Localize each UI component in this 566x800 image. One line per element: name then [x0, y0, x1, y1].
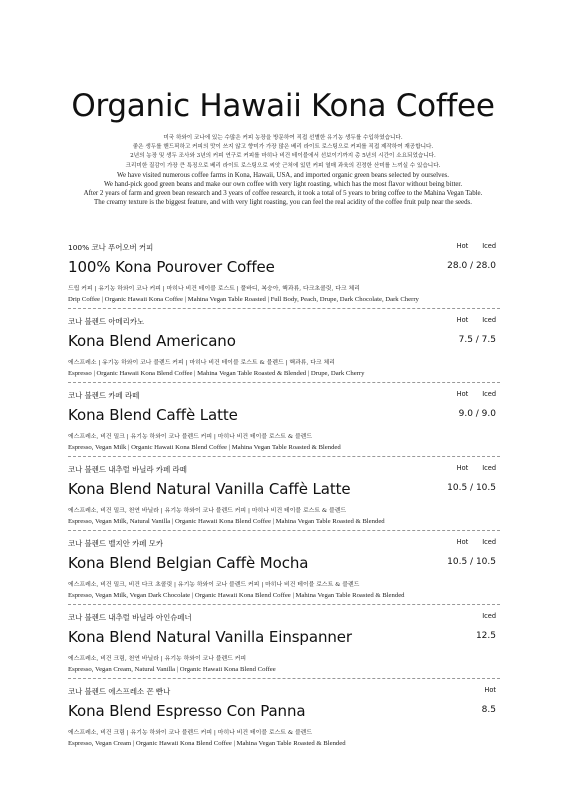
- hot-label: Hot: [456, 242, 469, 250]
- intro-text: [40, 134, 526, 208]
- item-description-en: Drip Coffee | Organic Hawaii Kona Coffee | Mahina Vegan Table Roasted | Full Body, Peach, Drupe, Dark Chocolate, Dark Cherry: [68, 296, 419, 303]
- item-price: 12.5: [475, 631, 496, 641]
- item-description-ko: 드립 커피 | 유기농 하와이 코나 커피 | 마히나 비건 테이블 로스트 | 풀바디, 복숭아, 핵과류, 다크초콜릿, 다크 체리: [68, 286, 360, 292]
- iced-label: Iced: [482, 612, 496, 620]
- iced-label: Iced: [482, 316, 496, 324]
- item-price: 10.5 / 10.5: [447, 483, 496, 493]
- item-name-en: Kona Blend Caffè Latte: [68, 406, 238, 424]
- divider: [68, 604, 500, 605]
- item-description-ko: 에스프레소 | 유기농 하와이 코나 블렌드 커피 | 마히나 비건 테이블 로스트 & 블렌드 | 핵과류, 다크 체리: [68, 360, 335, 366]
- hot-label: Hot: [456, 316, 469, 324]
- item-price: 8.5: [481, 705, 496, 715]
- intro-ko-line: 2년의 농장 및 생두 조사와 3년의 커피 연구로 커피를 마히나 비건 테이블에서 선보이기까지 총 5년의 시간이 소요되었습니다.: [130, 153, 436, 160]
- intro-ko-line: 좋은 생두를 핸드픽하고 커피의 맛이 쓰지 않고 향미가 가장 많은 베리 라이트 로스팅으로 커피를 직접 제작하여 재공합니다.: [132, 144, 434, 151]
- item-name-ko: 코나 블렌드 카페 라떼: [68, 391, 140, 400]
- intro-ko-line: 크리미한 질감이 가장 큰 특징으로 베리 라이트 로스팅으로 씨앗 근처에 있던 커피 열매 과육의 진정한 산미를 느끼실 수 있습니다.: [125, 162, 441, 169]
- iced-label: Iced: [482, 390, 496, 398]
- item-name-en: 100% Kona Pourover Coffee: [68, 258, 275, 276]
- item-name-ko: 코나 블렌드 아메리카노: [68, 317, 145, 326]
- item-description-ko: 에스프레소, 비건 밀크, 비건 다크 초콜릿 | 유기농 하와이 코나 블렌드 커피 | 마히나 비건 테이블 로스트 & 블렌드: [68, 582, 360, 588]
- item-description-en: Espresso, Vegan Milk | Organic Hawaii Kona Blend Coffee | Mahina Vegan Table Roasted & Blended: [68, 444, 341, 451]
- item-description-en: Espresso, Vegan Milk, Vegan Dark Chocolate | Organic Hawaii Kona Blend Coffee | Mahina Vegan Table Roasted & Blended: [68, 592, 405, 599]
- intro-en-line: We hand-pick good green beans and make our own coffee with very light roasting, which has the most flavor without being bitter.: [103, 181, 463, 189]
- intro-en-line: The creamy texture is the biggest feature, and with very light roasting, you can feel the real acidity of the coffee fruit pulp near the seeds.: [94, 199, 472, 207]
- temperature-labels: [443, 464, 496, 472]
- item-description-en: Espresso, Vegan Cream, Natural Vanilla | Organic Hawaii Kona Blend Coffee: [68, 666, 276, 673]
- intro-ko-line: 미국 하와이 코나에 있는 수많은 커피 농장을 방문하여 직접 선별한 유기농 생두를 수입하였습니다.: [163, 135, 403, 141]
- item-name-en: Kona Blend Natural Vanilla Einspanner: [68, 628, 352, 646]
- item-name-ko: 코나 블렌드 내추럴 바닐라 아인슈페너: [68, 613, 192, 622]
- iced-label: Iced: [482, 242, 496, 250]
- item-name-en: Kona Blend Belgian Caffè Mocha: [68, 554, 309, 572]
- item-price: 9.0 / 9.0: [458, 409, 496, 419]
- item-description-ko: 에스프레소, 비건 크림 | 유기농 하와이 코나 블렌드 커피 | 마히나 비건 테이블 로스트 & 블렌드: [68, 730, 313, 736]
- temperature-labels: [468, 612, 496, 620]
- item-name-en: Kona Blend Americano: [68, 332, 236, 350]
- temperature-labels: [470, 686, 496, 694]
- item-price: 28.0 / 28.0: [447, 261, 496, 271]
- item-price: 10.5 / 10.5: [447, 557, 496, 567]
- item-description-ko: 에스프레소, 비건 크림, 천연 바닐라 | 유기농 하와이 코나 블렌드 커피: [68, 656, 247, 662]
- item-name-en: Kona Blend Espresso Con Panna: [68, 702, 306, 720]
- item-description-en: Espresso, Vegan Cream | Organic Hawaii Kona Blend Coffee | Mahina Vegan Table Roasted & Blended: [68, 740, 346, 747]
- item-price: 7.5 / 7.5: [458, 335, 496, 345]
- temperature-labels: [443, 242, 496, 250]
- intro-en-line: We have visited numerous coffee farms in Kona, Hawaii, USA, and imported organic green beans selected by ourselves.: [117, 171, 449, 179]
- hot-label: Hot: [456, 464, 469, 472]
- temperature-labels: [443, 538, 496, 546]
- intro-en-line: After 2 years of farm and green bean research and 3 years of coffee research, it took a total of 5 years to bring coffee to the Mahina Vegan Table.: [83, 190, 483, 198]
- page-title: Organic Hawaii Kona Coffee: [71, 88, 495, 124]
- divider: [68, 382, 500, 383]
- item-name-ko: 코나 블렌드 에스프레소 꼰 빤나: [68, 687, 171, 696]
- item-description-en: Espresso | Organic Hawaii Kona Blend Coffee | Mahina Vegan Table Roasted & Blended | Drupe, Dark Cherry: [68, 370, 365, 377]
- divider: [68, 530, 500, 531]
- item-description-en: Espresso, Vegan Milk, Natural Vanilla | Organic Hawaii Kona Blend Coffee | Mahina Vegan Table Roasted & Blended: [68, 518, 385, 525]
- hot-label: Hot: [484, 686, 496, 694]
- temperature-labels: [443, 316, 496, 324]
- item-name-en: Kona Blend Natural Vanilla Caffè Latte: [68, 480, 351, 498]
- temperature-labels: [443, 390, 496, 398]
- hot-label: Hot: [456, 538, 469, 546]
- divider: [68, 678, 500, 679]
- divider: [68, 308, 500, 309]
- iced-label: Iced: [482, 464, 496, 472]
- item-name-ko: 100% 코나 푸어오버 커피: [68, 243, 154, 252]
- item-description-ko: 에스프레소, 비건 밀크, 천연 바닐라 | 유기농 하와이 코나 블렌드 커피 | 마히나 비건 테이블 로스트 & 블렌드: [68, 508, 347, 514]
- iced-label: Iced: [482, 538, 496, 546]
- item-description-ko: 에스프레소, 비건 밀크 | 유기농 하와이 코나 블렌드 커피 | 마히나 비건 테이블 로스트 & 블렌드: [68, 434, 313, 440]
- item-name-ko: 코나 블렌드 벨지안 카페 모카: [68, 539, 164, 548]
- item-name-ko: 코나 블렌드 내추럴 바닐라 카페 라떼: [68, 465, 187, 474]
- hot-label: Hot: [456, 390, 469, 398]
- divider: [68, 456, 500, 457]
